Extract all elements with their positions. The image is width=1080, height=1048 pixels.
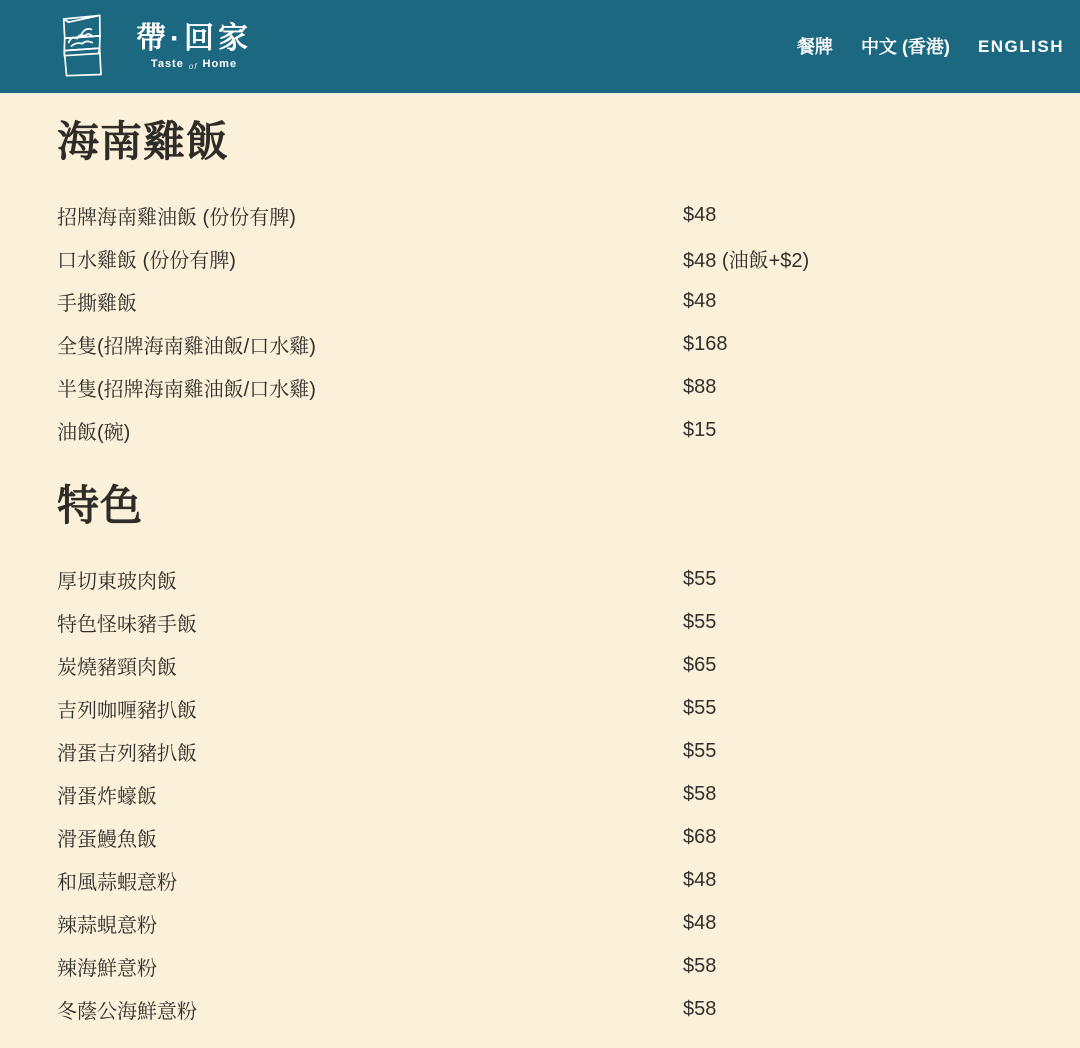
- item-price: $55: [683, 568, 717, 590]
- item-price: $55: [683, 740, 717, 762]
- logo-tagline: [136, 58, 252, 70]
- nav-menu-link[interactable]: 餐牌: [796, 36, 833, 57]
- menu-item-row: [57, 859, 1023, 902]
- section-title: 海南雞飯: [57, 118, 230, 165]
- menu-item-row: [57, 194, 1023, 237]
- menu-item-row: [57, 280, 1023, 323]
- menu-item-row: [57, 644, 1023, 687]
- menu-item-row: [57, 601, 1023, 644]
- menu-rows: [57, 194, 1023, 452]
- nav-lang-english-link[interactable]: ENGLISH: [977, 37, 1064, 56]
- item-name: 口水雞飯 (份份有脾): [57, 250, 236, 272]
- menu-section-specials: [57, 482, 1023, 1031]
- item-price: $58: [683, 783, 717, 805]
- item-name: 半隻(招牌海南雞油飯/口水雞): [57, 379, 316, 401]
- item-price: $65: [683, 654, 717, 676]
- item-name: 炭燒豬頸肉飯: [57, 657, 177, 679]
- menu-item-row: [57, 945, 1023, 988]
- item-name: 辣海鮮意粉: [57, 958, 157, 980]
- menu-item-row: [57, 237, 1023, 280]
- item-price: $15: [683, 419, 717, 441]
- item-name: 手撕雞飯: [57, 293, 137, 315]
- menu-item-row: [57, 409, 1023, 452]
- menu-item-row: [57, 773, 1023, 816]
- menu-item-row: [57, 988, 1023, 1031]
- item-name: 全隻(招牌海南雞油飯/口水雞): [57, 336, 316, 358]
- item-price: $48 (油飯+$2): [683, 250, 810, 272]
- item-name: 冬蔭公海鮮意粉: [57, 1001, 197, 1023]
- item-name: 滑蛋炸蠔飯: [57, 786, 157, 808]
- item-price: $48: [683, 290, 717, 312]
- menu-item-row: [57, 687, 1023, 730]
- item-price: $48: [683, 912, 717, 934]
- item-name: 吉列咖喱豬扒飯: [57, 700, 197, 722]
- nav-lang-chinese-link[interactable]: 中文 (香港): [860, 36, 950, 57]
- logo-tagline-of: of: [188, 61, 198, 71]
- menu-rows: [57, 558, 1023, 1031]
- main-nav: [797, 38, 1064, 56]
- item-price: $48: [683, 869, 717, 891]
- item-name: 厚切東玻肉飯: [57, 571, 177, 593]
- menu-section-hainan-chicken-rice: [57, 118, 1023, 452]
- item-name: 招牌海南雞油飯 (份份有脾): [57, 207, 296, 229]
- menu-item-row: [57, 366, 1023, 409]
- menu-item-row: [57, 558, 1023, 601]
- logo-chinese-text: 帶·回家: [136, 21, 252, 55]
- logo[interactable]: [50, 9, 252, 85]
- section-title: 特色: [57, 482, 144, 529]
- takeout-box-icon: [50, 9, 122, 85]
- item-price: $58: [683, 998, 717, 1020]
- item-name: 辣蒜蜆意粉: [57, 915, 157, 937]
- logo-text: [136, 21, 252, 71]
- menu-item-row: [57, 323, 1023, 366]
- menu-item-row: [57, 902, 1023, 945]
- item-name: 油飯(碗): [57, 422, 131, 444]
- item-name: 和風蒜蝦意粉: [57, 872, 177, 894]
- item-name: 滑蛋鰻魚飯: [57, 829, 157, 851]
- menu-item-row: [57, 730, 1023, 773]
- site-header: [0, 0, 1080, 93]
- item-price: $55: [683, 611, 717, 633]
- item-price: $168: [683, 333, 728, 355]
- item-name: 滑蛋吉列豬扒飯: [57, 743, 197, 765]
- item-price: $58: [683, 955, 717, 977]
- menu-item-row: [57, 816, 1023, 859]
- item-price: $48: [683, 204, 717, 226]
- item-name: 特色怪味豬手飯: [57, 614, 197, 636]
- item-price: $55: [683, 697, 717, 719]
- menu-content: [0, 93, 1080, 1031]
- item-price: $88: [683, 376, 717, 398]
- logo-tagline-home: Home: [202, 57, 238, 70]
- logo-tagline-taste: Taste: [150, 57, 184, 70]
- item-price: $68: [683, 826, 717, 848]
